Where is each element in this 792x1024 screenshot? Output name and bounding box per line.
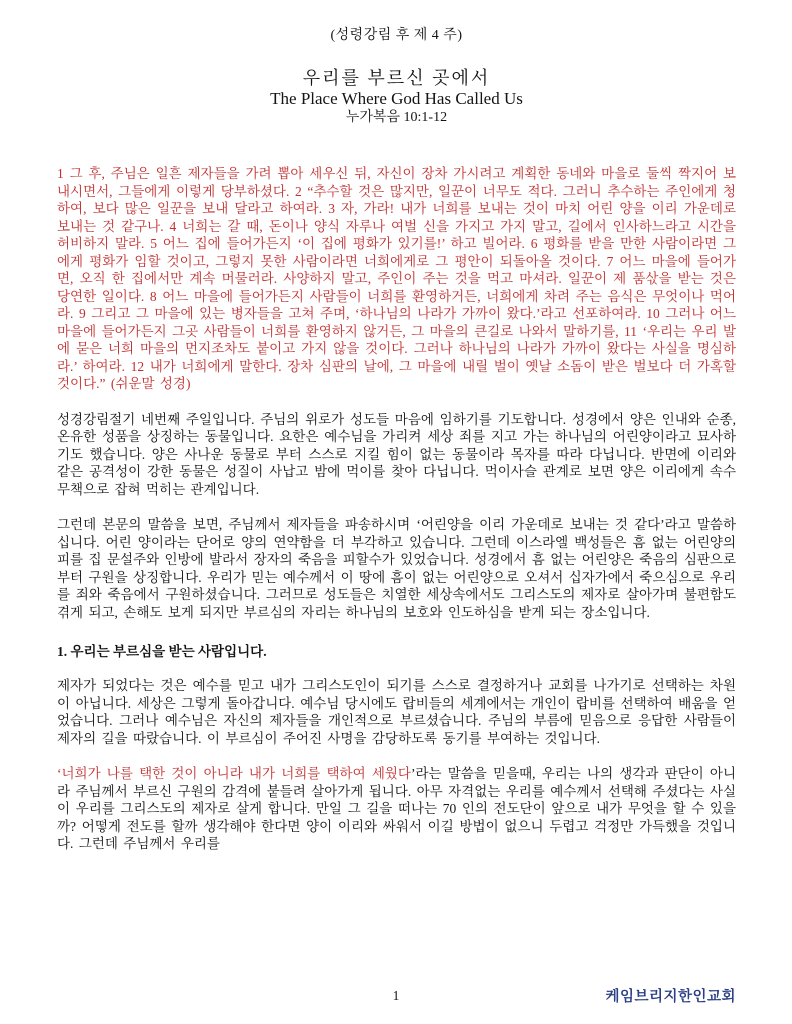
footer-page-number: 1: [392, 988, 400, 1003]
quote-highlight-red-text: ‘너희가 나를 택한 것이 아니라 내가 너희를 택하여 세웠다: [57, 766, 411, 781]
sermon-title-english: The Place Where God Has Called Us: [270, 89, 523, 108]
body-paragraph-sheep: 성경강림절기 네번째 주일입니다. 주님의 위로가 성도들 마음에 임하기를 기도합니다. 성경에서 양은 인내와 순종, 온유한 성품을 상징하는 동물입니다. 요한은 예수님을 가리켜 세상 죄를 지고 가는 하나님의 어린양이라고 묘사하기도 했습니다. 양은 사나운 동물로 부터 스스로 지킬 힘이 없는 동물이라 목자를 따라 다닙니다. 반면에 이리와 같은 공격성이 강한 동물은 성질이 사납고 밤에 먹이를 찾아 다닙니다. 먹이사슬 관계로 보면 양은 이리에게 속수무책으로 잡혀 먹히는 관계입니다.: [57, 411, 736, 497]
document-header: [57, 28, 736, 126]
body-paragraph-sending: 그런데 본문의 말씀을 보면, 주님께서 제자들을 파송하시며 ‘어린양을 이리 가운데로 보내는 것 같다’라고 말씀하십니다. 어린 양이라는 단어로 양의 연약함을 더 부각하고 있습니다. 그런데 이스라엘 백성들은 흠 없는 어린양의 피를 집 문설주와 인방에 발라서 장자의 죽음을 피할수가 있었습니다. 성경에서 흠 없는 어린양은 죽음의 심판으로 부터 구원을 상징합니다. 우리가 믿는 예수께서 이 땅에 흠이 없는 어린양으로 오셔서 십자가에서 죽으심으로 우리를 죄와 죽음에서 구원하셨습니다. 그러므로 성도들은 치열한 세상속에서도 그리스도의 제자로 살아가며 불편함도 겪게 되고, 손해도 보게 되지만 부르심의 자리는 하나님의 보호와 인도하심을 받게 되는 장소입니다.: [57, 517, 736, 620]
body-paragraph-quote: [57, 765, 736, 853]
body-paragraph-calling: 제자가 되었다는 것은 예수를 믿고 내가 그리스도인이 되기를 스스로 결정하거나 교회를 나가기로 선택하는 차원이 아닙니다. 세상은 그렇게 돌아갑니다. 예수님 당시에도 랍비들의 세계에서는 개인이 랍비를 선택하여 배움을 얻었습니다. 그러나 예수님은 자신의 제자들을 개인적으로 부르셨습니다. 주님의 부름에 믿음으로 응답한 사람들이 제자의 길을 따랐습니다. 이 부르심이 주어진 사명을 감당하도록 동기를 부여하는 것입니다.: [57, 678, 736, 746]
footer-church-name: 케임브리지한인교회: [605, 989, 736, 1005]
scripture-passage: 1 그 후, 주님은 일흔 제자들을 가려 뽑아 세우신 뒤, 자신이 장차 가시려고 계획한 동네와 마을로 둘씩 짝지어 보내시면서, 그들에게 이렇게 당부하셨다. 2 “추수할 것은 많지만, 일꾼이 너무도 적다. 그러니 추수하는 주인에게 청하여, 보다 많은 일꾼을 보내 달라고 하여라. 3 자, 가라! 내가 너희를 보내는 것이 마치 어린 양을 이리 가운데로 보내는 것 같구나. 4 너희는 갈 때, 돈이나 양식 자루나 여벌 신을 가지고 가지 말고, 길에서 인사하느라고 시간을 허비하지 말라. 5 어느 집에 들어가든지 ‘이 집에 평화가 있기를!’ 하고 빌어라. 6 평화를 받을 만한 사람이라면 그에게 평화가 임할 것이고, 그렇지 못한 사람이라면 너희에게로 그 평안이 되돌아올 것이다. 7 어느 마을에 들어가면, 오직 한 집에서만 계속 머물러라. 사양하지 말고, 주인이 주는 것을 먹고 마셔라. 일꾼이 제 품삯을 받는 것은 당연한 일이다. 8 어느 마을에 들어가든지 사람들이 너희를 환영하거든, 너희에게 차려 주는 음식은 무엇이나 먹어라. 9 그리고 그 마을에 있는 병자들을 고쳐 주며, ‘하나님의 나라가 가까이 왔다.’라고 선포하여라. 10 그러나 어느 마을에 들어가든지 그곳 사람들이 너희를 환영하지 않거든, 그 마을의 큰길로 나와서 말하기를, 11 ‘우리는 우리 발에 묻은 너희 마을의 먼지조차도 붙이고 가지 않을 것이다. 그러나 하나님의 나라가 가까이 왔다는 사실을 명심하라.’ 하여라. 12 내가 너희에게 말한다. 장차 심판의 날에, 그 마을에 내릴 벌이 옛날 소돔이 받은 벌보다 더 가혹할 것이다.” (쉬운말 성경): [57, 166, 737, 391]
liturgical-week-label: (성령강림 후 제 4 주): [330, 28, 463, 43]
sermon-title-korean: 우리를 부르신 곳에서: [302, 68, 491, 88]
quote-continuation-text: ’라는 말씀을 믿을때, 우리는 나의 생각과 판단이 아니라 주님께서 부르신 구원의 감격에 붙들려 살아가게 됩니다. 아무 자격없는 우리를 예수께서 선택해 주셨다는 사실이 우리를 그리스도의 제자로 살게 합니다. 만일 그 길을 떠나는 70 인의 전도단이 앞으로 내가 무엇을 할 수 있을까? 어떻게 전도를 할까 생각해야 한다면 양이 이리와 싸워서 이길 방법이 없으니 두렵고 걱정만 가득했을 것입니다. 그런데 주님께서 우리를: [57, 766, 736, 851]
document-content: [57, 28, 736, 853]
scripture-reference: 누가복음 10:1-12: [345, 110, 448, 125]
section-1-heading: 1. 우리는 부르심을 받는 사람입니다.: [57, 644, 267, 659]
